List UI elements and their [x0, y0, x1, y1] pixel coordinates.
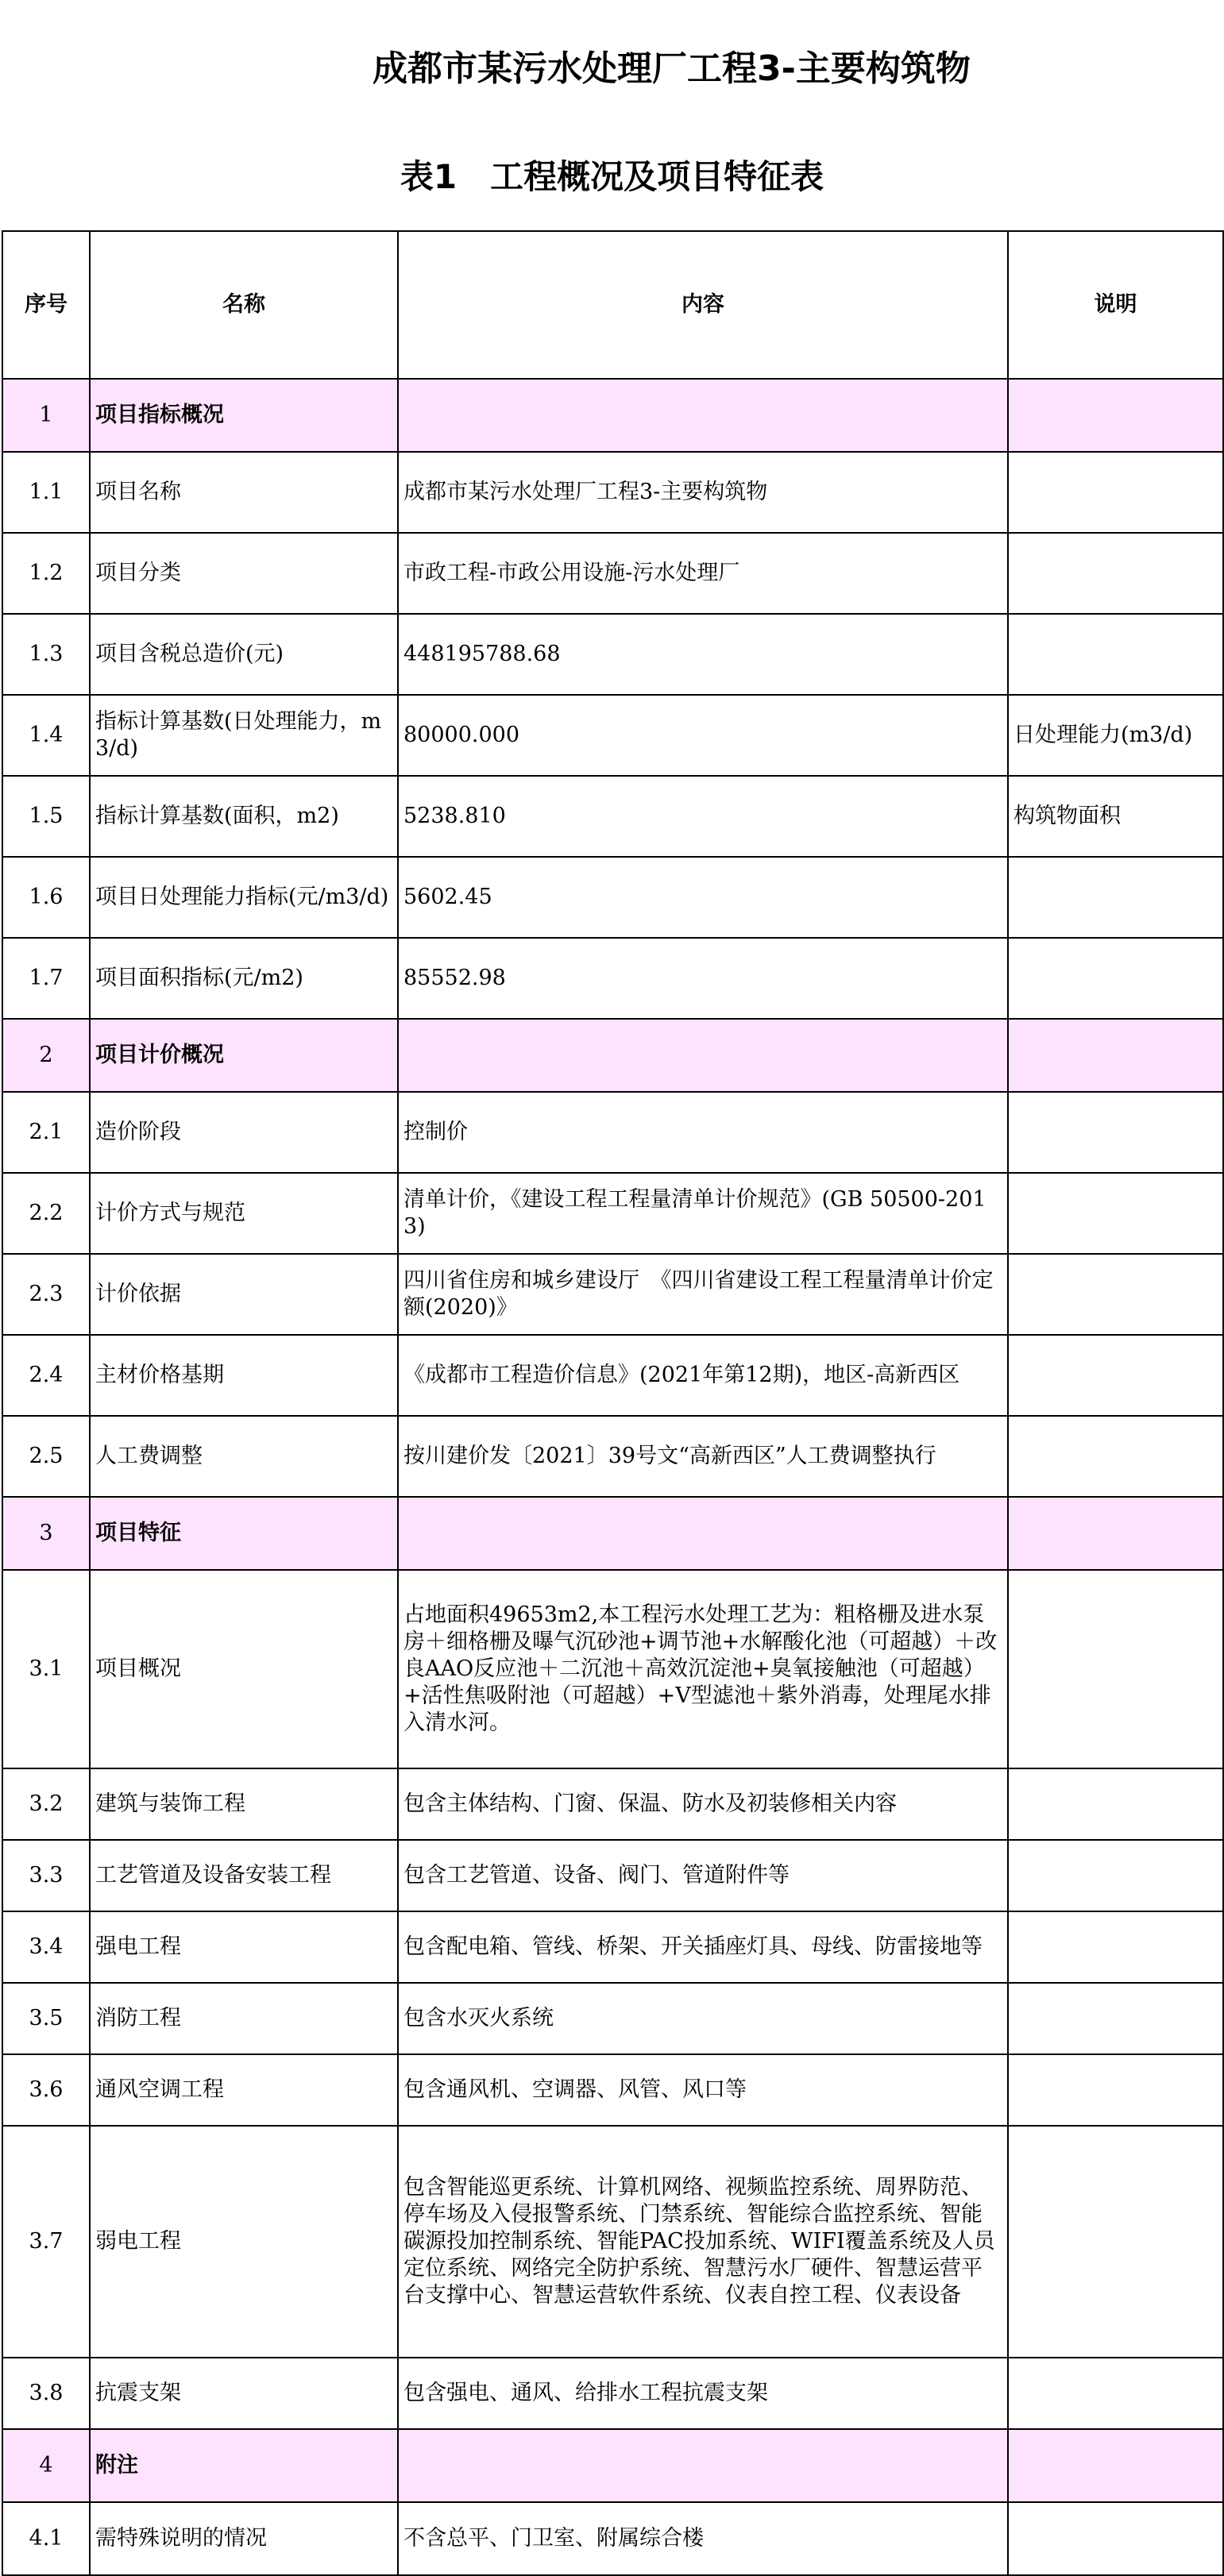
table-row — [2, 695, 1223, 776]
cell-no: 4.1 — [2, 2502, 90, 2575]
cell-note — [1008, 1840, 1223, 1911]
table-row — [2, 1570, 1223, 1768]
cell-name: 项目特征 — [90, 1497, 398, 1570]
cell-note — [1008, 938, 1223, 1019]
cell-name: 项目计价概况 — [90, 1019, 398, 1092]
cell-note — [1008, 614, 1223, 695]
cell-note — [1008, 533, 1223, 614]
cell-content — [398, 1497, 1008, 1570]
cell-no: 3.4 — [2, 1911, 90, 1983]
cell-no: 1.3 — [2, 614, 90, 695]
cell-content: 控制价 — [398, 1092, 1008, 1173]
cell-note — [1008, 1335, 1223, 1416]
cell-no: 4 — [2, 2429, 90, 2502]
table-row — [2, 2358, 1223, 2429]
section-row — [2, 1019, 1223, 1092]
cell-content: 按川建价发〔2021〕39号文“高新西区”人工费调整执行 — [398, 1416, 1008, 1497]
cell-name: 通风空调工程 — [90, 2054, 398, 2126]
table-row — [2, 452, 1223, 533]
cell-name: 项目日处理能力指标(元/m3/d) — [90, 857, 398, 938]
cell-no: 1.7 — [2, 938, 90, 1019]
table-row — [2, 776, 1223, 857]
table-row — [2, 1092, 1223, 1173]
cell-no: 3.2 — [2, 1768, 90, 1840]
cell-content: 《成都市工程造价信息》(2021年第12期)，地区-高新西区 — [398, 1335, 1008, 1416]
cell-content: 5238.810 — [398, 776, 1008, 857]
section-row — [2, 1497, 1223, 1570]
cell-no: 1.6 — [2, 857, 90, 938]
cell-note — [1008, 2429, 1223, 2502]
cell-note — [1008, 1416, 1223, 1497]
section-row — [2, 379, 1223, 452]
cell-content: 5602.45 — [398, 857, 1008, 938]
cell-name: 需特殊说明的情况 — [90, 2502, 398, 2575]
cell-name: 抗震支架 — [90, 2358, 398, 2429]
table-title: 表1 工程概况及项目特征表 — [400, 157, 824, 196]
table-row — [2, 938, 1223, 1019]
cell-note: 日处理能力(m3/d) — [1008, 695, 1223, 776]
cell-no: 2 — [2, 1019, 90, 1092]
cell-note — [1008, 1570, 1223, 1768]
cell-note: 构筑物面积 — [1008, 776, 1223, 857]
cell-no: 1.2 — [2, 533, 90, 614]
table-row — [2, 2502, 1223, 2575]
cell-note — [1008, 1173, 1223, 1254]
cell-no: 3.7 — [2, 2126, 90, 2358]
cell-content: 清单计价，《建设工程工程量清单计价规范》(GB 50500-2013) — [398, 1173, 1008, 1254]
table-row — [2, 1983, 1223, 2054]
cell-no: 2.4 — [2, 1335, 90, 1416]
cell-content: 包含主体结构、门窗、保温、防水及初装修相关内容 — [398, 1768, 1008, 1840]
cell-no: 2.5 — [2, 1416, 90, 1497]
project-feature-table — [2, 230, 1224, 2576]
cell-name: 项目面积指标(元/m2) — [90, 938, 398, 1019]
table-row — [2, 2126, 1223, 2358]
cell-name: 建筑与装饰工程 — [90, 1768, 398, 1840]
cell-no: 3.6 — [2, 2054, 90, 2126]
cell-content: 80000.000 — [398, 695, 1008, 776]
section-row — [2, 2429, 1223, 2502]
cell-no: 1.5 — [2, 776, 90, 857]
table-row — [2, 1911, 1223, 1983]
cell-no: 1.4 — [2, 695, 90, 776]
cell-note — [1008, 2502, 1223, 2575]
table-row — [2, 614, 1223, 695]
table-row — [2, 857, 1223, 938]
table-row — [2, 1173, 1223, 1254]
header-name: 名称 — [90, 231, 398, 379]
cell-no: 3.3 — [2, 1840, 90, 1911]
table-row — [2, 1416, 1223, 1497]
cell-note — [1008, 2126, 1223, 2358]
cell-content: 市政工程-市政公用设施-污水处理厂 — [398, 533, 1008, 614]
cell-note — [1008, 1092, 1223, 1173]
cell-note — [1008, 857, 1223, 938]
table-header-row — [2, 231, 1223, 379]
cell-name: 消防工程 — [90, 1983, 398, 2054]
cell-content: 包含配电箱、管线、桥架、开关插座灯具、母线、防雷接地等 — [398, 1911, 1008, 1983]
cell-content: 包含水灭火系统 — [398, 1983, 1008, 2054]
table-row — [2, 1254, 1223, 1335]
cell-name: 计价方式与规范 — [90, 1173, 398, 1254]
header-note: 说明 — [1008, 231, 1223, 379]
cell-name: 计价依据 — [90, 1254, 398, 1335]
cell-name: 项目概况 — [90, 1570, 398, 1768]
table-row — [2, 1840, 1223, 1911]
cell-note — [1008, 452, 1223, 533]
cell-content: 四川省住房和城乡建设厅 《四川省建设工程工程量清单计价定额(2020)》 — [398, 1254, 1008, 1335]
cell-no: 3.5 — [2, 1983, 90, 2054]
cell-name: 指标计算基数(面积，m2) — [90, 776, 398, 857]
cell-content: 包含强电、通风、给排水工程抗震支架 — [398, 2358, 1008, 2429]
cell-name: 强电工程 — [90, 1911, 398, 1983]
cell-name: 项目分类 — [90, 533, 398, 614]
cell-note — [1008, 379, 1223, 452]
table-row — [2, 2054, 1223, 2126]
cell-note — [1008, 2054, 1223, 2126]
cell-name: 弱电工程 — [90, 2126, 398, 2358]
cell-name: 附注 — [90, 2429, 398, 2502]
cell-no: 3.1 — [2, 1570, 90, 1768]
header-no: 序号 — [2, 231, 90, 379]
cell-content: 448195788.68 — [398, 614, 1008, 695]
cell-name: 造价阶段 — [90, 1092, 398, 1173]
cell-no: 2.2 — [2, 1173, 90, 1254]
cell-note — [1008, 1497, 1223, 1570]
cell-content: 包含通风机、空调器、风管、风口等 — [398, 2054, 1008, 2126]
cell-name: 项目指标概况 — [90, 379, 398, 452]
cell-name: 主材价格基期 — [90, 1335, 398, 1416]
table-row — [2, 1335, 1223, 1416]
header-content: 内容 — [398, 231, 1008, 379]
cell-note — [1008, 2358, 1223, 2429]
cell-note — [1008, 1254, 1223, 1335]
cell-no: 1.1 — [2, 452, 90, 533]
cell-note — [1008, 1983, 1223, 2054]
cell-no: 3.8 — [2, 2358, 90, 2429]
cell-content — [398, 2429, 1008, 2502]
document-title: 成都市某污水处理厂工程3-主要构筑物 — [373, 48, 971, 89]
cell-content: 不含总平、门卫室、附属综合楼 — [398, 2502, 1008, 2575]
cell-content — [398, 1019, 1008, 1092]
cell-note — [1008, 1911, 1223, 1983]
cell-content: 成都市某污水处理厂工程3-主要构筑物 — [398, 452, 1008, 533]
table-row — [2, 533, 1223, 614]
cell-content — [398, 379, 1008, 452]
cell-note — [1008, 1019, 1223, 1092]
cell-name: 人工费调整 — [90, 1416, 398, 1497]
cell-content: 占地面积49653m2,本工程污水处理工艺为：粗格栅及进水泵房＋细格栅及曝气沉砂池+调节池+水解酸化池（可超越）＋改良AAO反应池＋二沉池＋高效沉淀池+臭氧接触池（可超越）+活性焦吸附池（可超越）+V型滤池＋紫外消毒，处理尾水排入清水河。 — [398, 1570, 1008, 1768]
cell-name: 项目名称 — [90, 452, 398, 533]
table-row — [2, 1768, 1223, 1840]
cell-content: 包含智能巡更系统、计算机网络、视频监控系统、周界防范、停车场及入侵报警系统、门禁系统、智能综合监控系统、智能碳源投加控制系统、智能PAC投加系统、WIFI覆盖系统及人员定位系统、网络完全防护系统、智慧污水厂硬件、智慧运营平台支撑中心、智慧运营软件系统、仪表自控工程、仪表设备 — [398, 2126, 1008, 2358]
cell-name: 指标计算基数(日处理能力，m3/d) — [90, 695, 398, 776]
cell-content: 85552.98 — [398, 938, 1008, 1019]
cell-note — [1008, 1768, 1223, 1840]
cell-no: 1 — [2, 379, 90, 452]
cell-name: 工艺管道及设备安装工程 — [90, 1840, 398, 1911]
cell-no: 3 — [2, 1497, 90, 1570]
cell-content: 包含工艺管道、设备、阀门、管道附件等 — [398, 1840, 1008, 1911]
cell-no: 2.3 — [2, 1254, 90, 1335]
cell-no: 2.1 — [2, 1092, 90, 1173]
cell-name: 项目含税总造价(元) — [90, 614, 398, 695]
